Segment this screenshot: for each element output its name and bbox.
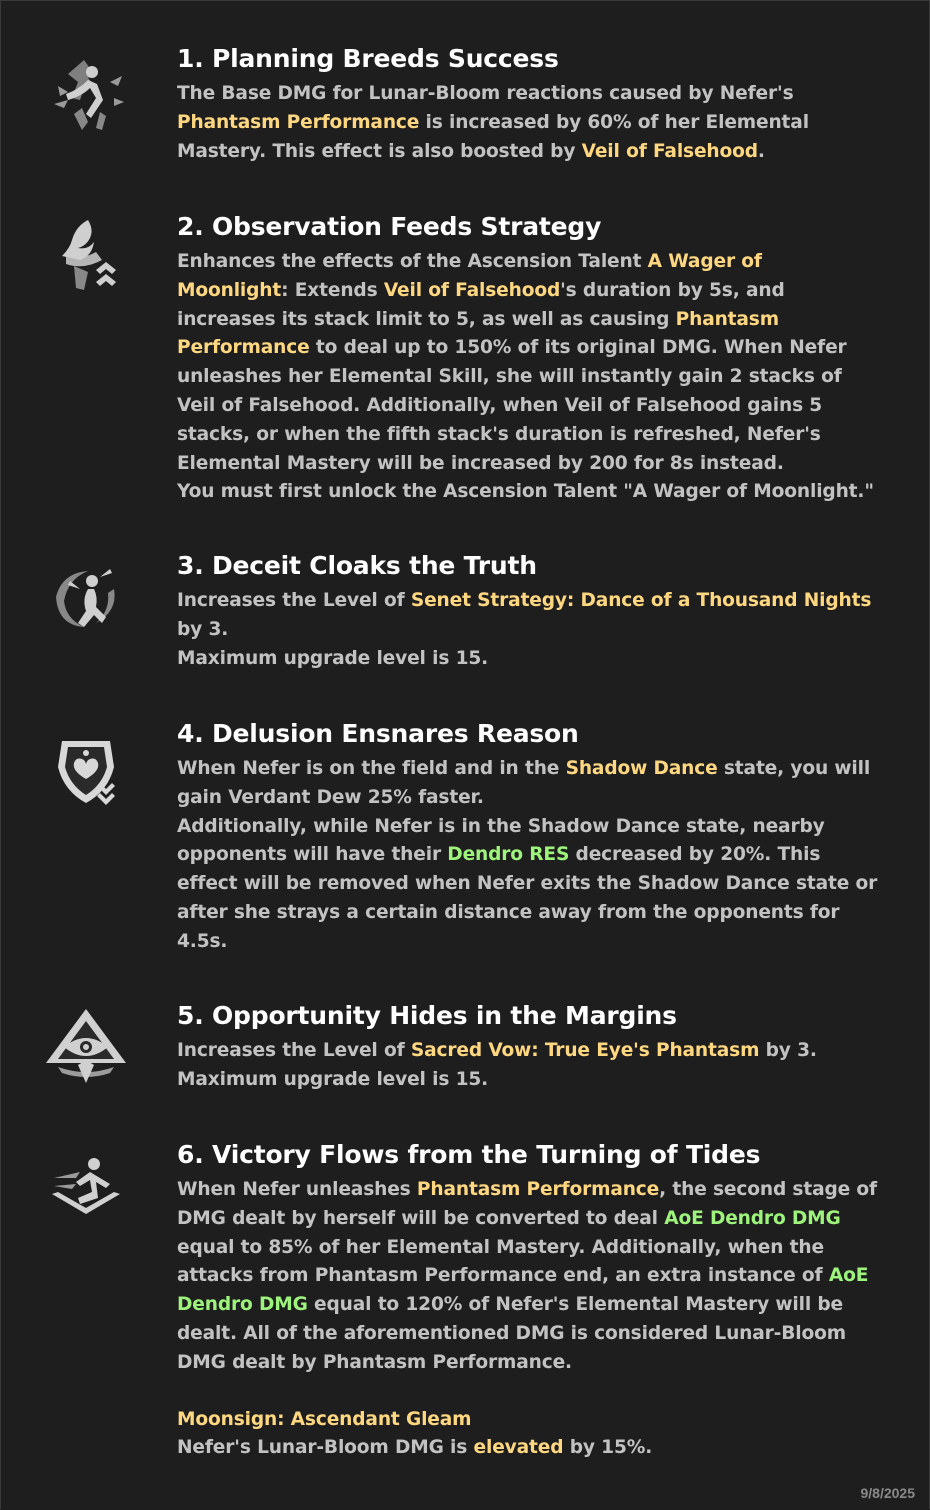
highlighted-keyword: Moonsign: Ascendant Gleam — [177, 1408, 472, 1430]
constellation-title: 1. Planning Breeds Success — [177, 44, 559, 73]
description-text: : Extends — [281, 279, 384, 301]
description-text: attacks from Phantasm Performance end, an extra instance of — [177, 1265, 829, 1287]
veiled-figure-rank-up-icon — [44, 216, 128, 300]
description-text: Elemental Mastery will be increased by 200 for 8s instead. — [177, 452, 784, 474]
description-text: effect will be removed when Nefer exits the Shadow Dance state or — [177, 873, 878, 895]
constellation-description — [177, 587, 897, 673]
constellation-description — [177, 1176, 897, 1463]
description-text: 4.5s. — [177, 930, 228, 952]
description-line — [177, 1037, 897, 1066]
description-text: Mastery. This effect is also boosted by — [177, 140, 582, 162]
description-text: by 15%. — [563, 1437, 653, 1459]
lunar-bloom-dancer-icon — [44, 52, 128, 136]
description-text: equal to 120% of Nefer's Elemental Mastery will be — [307, 1294, 844, 1316]
description-line — [177, 1320, 897, 1349]
description-line — [177, 1434, 897, 1463]
description-line — [177, 1176, 897, 1205]
description-line — [177, 334, 897, 363]
description-text: Additionally, while Nefer is in the Shadow Dance state, nearby — [177, 815, 825, 837]
description-line — [177, 421, 897, 450]
description-line — [177, 1066, 897, 1095]
constellation-description — [177, 248, 897, 507]
description-line — [177, 1234, 897, 1263]
all-seeing-eye-triangle-icon — [44, 1005, 128, 1089]
description-text: Maximum upgrade level is 15. — [177, 1068, 489, 1090]
description-text: 's duration by 5s, and — [560, 279, 785, 301]
constellation-description — [177, 80, 897, 166]
description-text: to deal up to 150% of its original DMG. When Nefer — [309, 337, 847, 359]
description-line — [177, 277, 897, 306]
shield-heart-icon — [44, 727, 128, 811]
highlighted-keyword: A Wager of — [647, 251, 762, 272]
leaping-dancer-icon — [44, 1144, 128, 1228]
highlighted-keyword: Performance — [177, 337, 310, 359]
description-line — [177, 80, 897, 109]
description-line — [177, 928, 897, 957]
description-line — [177, 363, 897, 392]
description-line — [177, 1262, 897, 1291]
description-text: state, you will — [717, 758, 871, 779]
description-text: When Nefer is on the field and in the — [177, 758, 566, 779]
highlighted-keyword: Senet Strategy: Dance of a Thousand Nights — [410, 590, 872, 611]
description-line — [177, 813, 897, 842]
description-line — [177, 587, 897, 616]
highlighted-keyword: Phantasm Performance — [416, 1179, 660, 1200]
highlighted-keyword: Veil of Falsehood — [383, 279, 561, 301]
description-text: by 3. — [759, 1040, 817, 1061]
highlighted-keyword: Phantasm Performance — [177, 111, 420, 133]
description-text: Increases the Level of — [177, 590, 411, 611]
description-line — [177, 870, 897, 899]
description-text: dealt. All of the aforementioned DMG is considered Lunar-Bloom — [177, 1322, 846, 1344]
description-text: stacks, or when the fifth stack's duration is refreshed, Nefer's — [177, 423, 821, 445]
description-line — [177, 248, 897, 277]
highlighted-keyword: Phantasm — [675, 308, 779, 330]
description-line — [177, 841, 897, 870]
description-text: Enhances the effects of the Ascension Talent — [177, 251, 648, 272]
description-text: gain Verdant Dew 25% faster. — [177, 786, 484, 808]
description-text: When Nefer unleashes — [177, 1179, 417, 1200]
description-line — [177, 478, 897, 507]
description-line — [177, 1291, 897, 1320]
dendro-keyword: Dendro DMG — [177, 1294, 308, 1316]
description-text: Maximum upgrade level is 15. — [177, 647, 489, 669]
description-line — [177, 1406, 897, 1435]
description-line — [177, 1349, 897, 1378]
description-line — [177, 755, 897, 784]
description-text: DMG dealt by Phantasm Performance. — [177, 1351, 572, 1373]
highlighted-keyword: elevated — [473, 1437, 564, 1459]
description-line — [177, 450, 897, 479]
description-line — [177, 899, 897, 928]
dendro-keyword: AoE — [828, 1265, 869, 1287]
constellation-title: 2. Observation Feeds Strategy — [177, 212, 602, 241]
spinning-dancer-icon — [44, 559, 128, 643]
description-text: The Base DMG for Lunar-Bloom reactions caused by Nefer's — [177, 83, 794, 104]
dendro-keyword: Dendro RES — [447, 844, 570, 866]
description-line — [177, 306, 897, 335]
highlighted-keyword: Sacred Vow: True Eye's Phantasm — [410, 1040, 760, 1061]
description-text: opponents will have their — [177, 844, 448, 866]
description-line — [177, 784, 897, 813]
description-text: equal to 85% of her Elemental Mastery. Additionally, when the — [177, 1236, 824, 1258]
highlighted-keyword: Veil of Falsehood — [581, 140, 758, 162]
description-text: Nefer's Lunar-Bloom DMG is — [177, 1437, 474, 1459]
description-text: unleashes her Elemental Skill, she will instantly gain 2 stacks of — [177, 366, 842, 388]
description-line — [177, 109, 897, 138]
highlighted-keyword: Moonlight — [177, 279, 282, 301]
description-text: . — [757, 140, 765, 162]
description-text: is increased by 60% of her Elemental — [419, 111, 809, 133]
description-text: increases its stack limit to 5, as well as causing — [177, 308, 676, 330]
description-text: , the second stage of — [659, 1179, 877, 1200]
description-line — [177, 645, 897, 674]
description-text: by 3. — [177, 618, 229, 640]
description-text: You must first unlock the Ascension Talent "A Wager of Moonlight." — [177, 481, 874, 503]
description-text: after she strays a certain distance away from the opponents for — [177, 901, 840, 923]
description-line — [177, 1205, 897, 1234]
description-line — [177, 138, 897, 167]
constellation-description — [177, 1037, 897, 1095]
dendro-keyword: AoE Dendro DMG — [664, 1207, 841, 1229]
description-text: DMG dealt by herself will be converted to deal — [177, 1207, 665, 1229]
description-line — [177, 616, 897, 645]
constellation-title: 4. Delusion Ensnares Reason — [177, 719, 579, 748]
description-text: Increases the Level of — [177, 1040, 411, 1061]
constellation-description — [177, 755, 897, 957]
highlighted-keyword: Shadow Dance — [565, 758, 718, 779]
description-text: decreased by 20%. This — [569, 844, 821, 866]
constellation-title: 5. Opportunity Hides in the Margins — [177, 1001, 677, 1030]
constellation-title: 6. Victory Flows from the Turning of Tides — [177, 1140, 761, 1169]
description-line — [177, 392, 897, 421]
description-text: Veil of Falsehood. Additionally, when Veil of Falsehood gains 5 — [177, 394, 823, 416]
constellation-title: 3. Deceit Cloaks the Truth — [177, 551, 537, 580]
date-stamp: 9/8/2025 — [860, 1485, 915, 1501]
